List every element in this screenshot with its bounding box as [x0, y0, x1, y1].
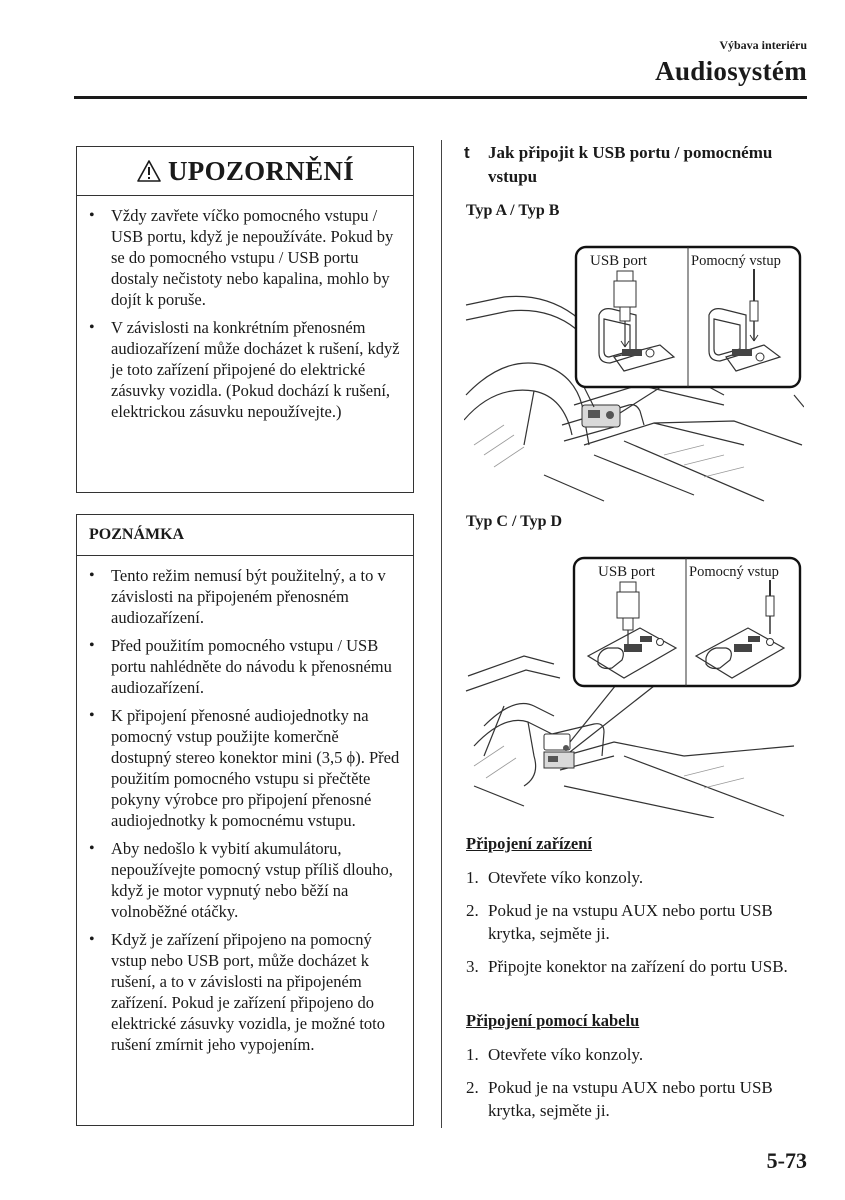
column-divider	[441, 140, 442, 1128]
note-header	[77, 515, 413, 556]
step-item	[466, 1043, 806, 1066]
step-number: 1.	[466, 1045, 479, 1064]
aux-input-label-cd: Pomocný vstup	[689, 564, 779, 580]
step-text: Připojte konektor na zařízení do portu USB.	[488, 957, 788, 976]
warning-title: UPOZORNĚNÍ	[167, 155, 354, 186]
note-item: • Před použitím pomocného vstupu / USB portu nahlédněte do návodu k přenosnému audiozařízení.	[111, 635, 403, 698]
section-marker: t	[464, 143, 470, 162]
usb-port-label-cd: USB port	[598, 564, 656, 580]
subheading-text: Jak připojit k USB portu / pomocnému vstupu	[488, 143, 773, 186]
step-text: Otevřete víko konzoly.	[488, 868, 644, 887]
note-item: • K připojení přenosné audiojednotky na pomocný vstup použijte komerčně dostupný stereo konektor mini (3,5 ϕ). Před použitím pomocného vstupu si přečtěte pokyny výrobce pro připojení přenosné audiojednotky k pomocnému vstupu.	[111, 705, 403, 831]
page-number: 5-73	[766, 1148, 807, 1173]
step-text: Otevřete víko konzoly.	[488, 1045, 644, 1064]
note-item: • Tento režim nemusí být použitelný, a to v závislosti na připojeném přenosném audiozařízení.	[111, 565, 403, 628]
step-number: 2.	[466, 1078, 479, 1097]
steps-device	[466, 866, 806, 988]
step-item	[466, 1076, 806, 1122]
warning-list	[77, 196, 413, 422]
type-cd-label: Typ C / Typ D	[466, 513, 563, 530]
note-title: POZNÁMKA	[89, 526, 185, 543]
aux-input-label: Pomocný vstup	[691, 253, 781, 269]
note-box	[76, 514, 414, 1126]
step-text: Pokud je na vstupu AUX nebo portu USB krytka, sejměte ji.	[488, 1078, 773, 1120]
heading-cable-connection: Připojení pomocí kabelu	[466, 1011, 640, 1030]
warning-item: • V závislosti na konkrétním přenosném audiozařízení může docházet k rušení, když je toto zařízení připojené do elektrické zásuvky vozidla. (Pokud dochází k rušení, elektrickou zásuvku nepoužívejte.)	[111, 317, 403, 422]
type-ab-label: Typ A / Typ B	[466, 202, 560, 219]
warning-box	[76, 146, 414, 493]
console-diagram-ab	[464, 245, 804, 503]
step-item	[466, 899, 806, 945]
step-number: 3.	[466, 957, 479, 976]
note-item: • Aby nedošlo k vybití akumulátoru, nepoužívejte pomocný vstup příliš dlouho, když je motor vypnutý nebo běží na volnoběžné otáčky.	[111, 838, 403, 922]
console-diagram-cd	[464, 556, 804, 818]
step-number: 2.	[466, 901, 479, 920]
steps-cable	[466, 1043, 806, 1132]
warning-triangle-icon	[136, 159, 162, 183]
section-subheading	[464, 141, 794, 189]
usb-port-label: USB port	[590, 253, 648, 269]
header-rule	[74, 96, 807, 99]
note-item: • Když je zařízení připojeno na pomocný vstup nebo USB port, může docházet k rušení, a to v závislosti na připojeném zařízení. Pokud je zařízení připojeno do elektrické zásuvky vozidla, je možné toto rušení zmírnit jeho vypojením.	[111, 929, 403, 1055]
warning-item: • Vždy zavřete víčko pomocného vstupu / USB portu, když je nepoužíváte. Pokud by se do pomocného vstupu / USB portu dostaly nečistoty nebo kapalina, mohlo by dojít k poruše.	[111, 205, 403, 310]
note-list	[77, 556, 413, 1055]
warning-header	[77, 147, 413, 196]
section-name: Výbava interiéru	[719, 38, 807, 52]
step-item	[466, 866, 806, 889]
page-title: Audiosystém	[655, 56, 807, 86]
step-text: Pokud je na vstupu AUX nebo portu USB krytka, sejměte ji.	[488, 901, 773, 943]
step-item	[466, 955, 806, 978]
step-number: 1.	[466, 868, 479, 887]
heading-device-connection: Připojení zařízení	[466, 834, 593, 853]
